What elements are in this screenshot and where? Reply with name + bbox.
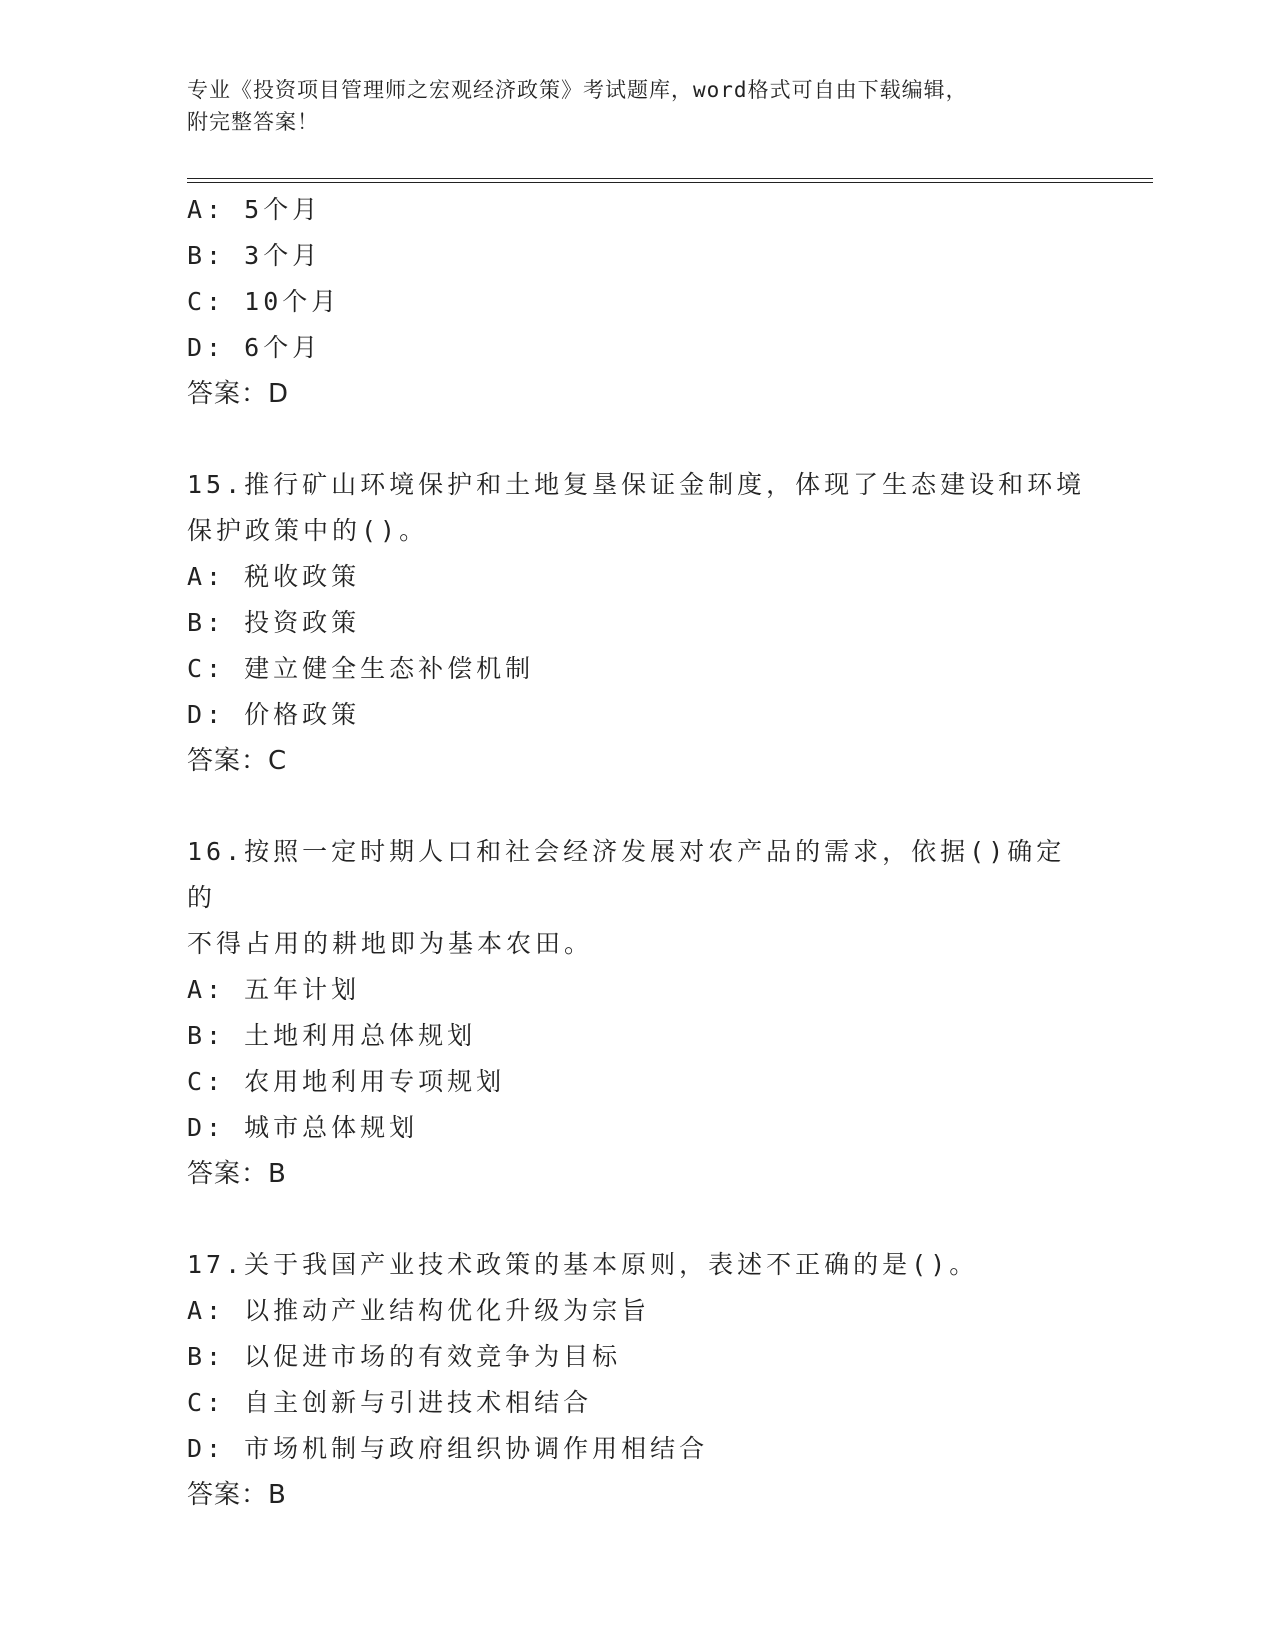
option-b: B: 以促进市场的有效竞争为目标 xyxy=(187,1342,622,1371)
question-17 xyxy=(187,1242,1087,1518)
option-c: C: 建立健全生态补偿机制 xyxy=(187,654,535,683)
document-header xyxy=(187,74,1067,138)
option-c: C: 自主创新与引进技术相结合 xyxy=(187,1388,593,1417)
option-b: B: 投资政策 xyxy=(187,608,361,637)
option-c: C: 农用地利用专项规划 xyxy=(187,1067,506,1096)
question-stem-line-1: 15.推行矿山环境保护和土地复垦保证金制度，体现了生态建设和环境 xyxy=(187,470,1086,499)
answer-line: 答案：D xyxy=(187,379,290,409)
header-line-2: 附完整答案！ xyxy=(187,110,319,134)
answer-line: 答案：B xyxy=(187,1159,287,1189)
option-b: B: 土地利用总体规划 xyxy=(187,1021,477,1050)
option-d: D: 6个月 xyxy=(187,333,322,362)
option-d: D: 城市总体规划 xyxy=(187,1113,419,1142)
option-b: B: 3个月 xyxy=(187,241,322,270)
option-a: A: 税收政策 xyxy=(187,562,361,591)
question-stem-line-2: 不得占用的耕地即为基本农田。 xyxy=(187,929,594,958)
question-stem-line-2: 保护政策中的()。 xyxy=(187,516,429,545)
header-divider-top xyxy=(187,178,1153,179)
spacer xyxy=(187,784,1087,829)
option-c: C: 10个月 xyxy=(187,287,341,316)
option-a: A: 以推动产业结构优化升级为宗旨 xyxy=(187,1296,651,1325)
question-list xyxy=(187,187,1087,1518)
header-line-1: 专业《投资项目管理师之宏观经济政策》考试题库，word格式可自由下载编辑， xyxy=(187,78,968,102)
option-a: A: 5个月 xyxy=(187,195,322,224)
question-continued xyxy=(187,187,1087,417)
option-a: A: 五年计划 xyxy=(187,975,361,1004)
question-16 xyxy=(187,829,1087,1197)
answer-line: 答案：B xyxy=(187,1480,287,1510)
question-stem-line-1: 17.关于我国产业技术政策的基本原则，表述不正确的是()。 xyxy=(187,1250,979,1279)
option-d: D: 市场机制与政府组织协调作用相结合 xyxy=(187,1434,709,1463)
question-stem-line-1: 16.按照一定时期人口和社会经济发展对农产品的需求，依据()确定的 xyxy=(187,837,1066,912)
answer-line: 答案：C xyxy=(187,746,288,776)
option-d: D: 价格政策 xyxy=(187,700,361,729)
spacer xyxy=(187,1197,1087,1242)
header-divider-bottom xyxy=(187,182,1153,183)
question-15 xyxy=(187,462,1087,784)
spacer xyxy=(187,417,1087,462)
